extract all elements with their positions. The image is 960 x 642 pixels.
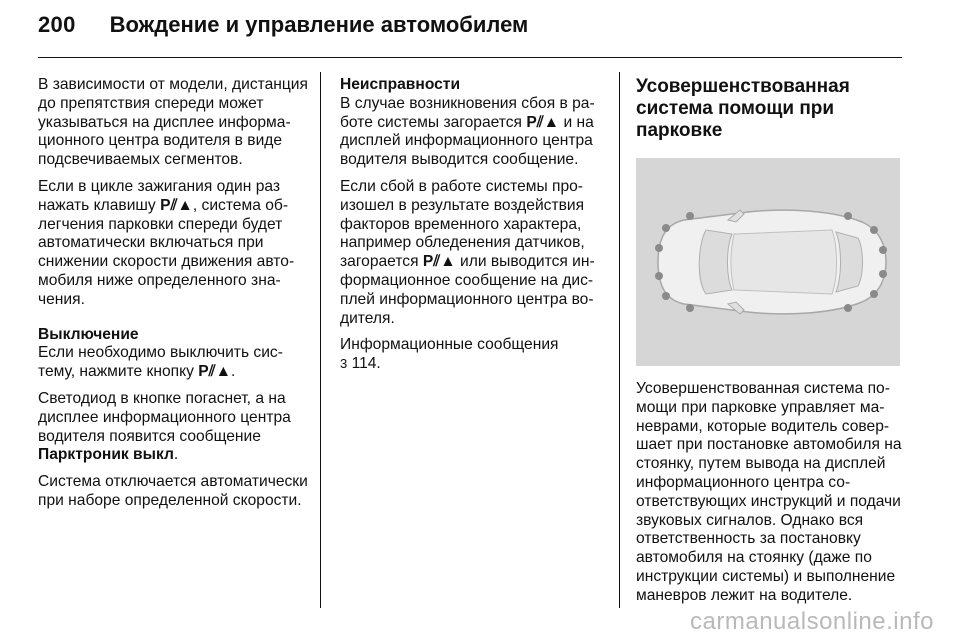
info-messages-reference: Информационные сообщения 3 114. xyxy=(340,336,559,373)
intro-paragraph: В зависимости от модели, дистанция до препятствия спереди может указываться на дисплее информационного центра водителя в виде подсвечиваемых сегментов. xyxy=(38,76,308,169)
message-text: Парктроник выкл xyxy=(38,446,174,464)
watermark: carmanualsonline.info xyxy=(690,608,934,635)
page-ref-arrow-icon: 3 xyxy=(340,356,348,372)
page-header xyxy=(38,12,528,42)
section-heading-faults: Неисправности xyxy=(340,76,461,93)
car-sensor-illustration xyxy=(636,158,900,366)
off-paragraph: Если необходимо выключить систему, нажмите кнопку P⫽▲. xyxy=(38,344,283,381)
column-3 xyxy=(636,76,904,614)
page-number: 200 xyxy=(38,12,76,37)
car-top-view-icon xyxy=(636,158,900,366)
advanced-park-assist-paragraph: Усовершенствованная система помощи при парковке управляет маневрами, которые водитель совершает при постановке автомобиля на стоянку, путем вывода на дисплей информационного центра соответствующих инструкций и подачи звуковых сигналов. Однако вся ответственность за постановку автомобиля на стоянку (даже по инструкции системы) и выполнение маневров лежит на водителе. xyxy=(636,380,902,604)
column-1 xyxy=(38,76,308,519)
park-assist-icon: P⫽▲ xyxy=(160,196,193,214)
activation-paragraph: Если в цикле зажигания один раз нажать клавишу P⫽▲, система облегчения парковки спереди будет автоматически включаться при снижении скорости движения автомобиля ниже определенного значения. xyxy=(38,177,295,308)
park-assist-icon: P⫽▲ xyxy=(198,363,232,381)
column-2 xyxy=(340,76,604,382)
section-heading-off: Выключение xyxy=(38,325,139,343)
park-assist-icon: P⫽▲ xyxy=(526,113,560,131)
temporary-fault-paragraph: Если сбой в работе системы произошел в результате воздействия факторов временного характера, например обледенения датчиков, загорается P⫽▲ или выводится информационное сообщение на дисплей информационного центра водителя. xyxy=(340,177,595,327)
led-paragraph: Светодиод в кнопке погаснет, а на дисплее информационного центра водителя появится сообщение Парктроник выкл. xyxy=(38,389,291,464)
park-assist-icon: P⫽▲ xyxy=(422,253,456,271)
auto-off-paragraph: Система отключается автоматически при наборе определенной скорости. xyxy=(38,473,308,509)
column-divider-1 xyxy=(320,72,321,608)
column-divider-2 xyxy=(619,72,620,608)
page-title: Вождение и управление автомобилем xyxy=(109,12,529,37)
header-rule xyxy=(38,57,902,58)
section-heading-advanced-park-assist: Усовершенствованная система помощи при парковке xyxy=(636,76,850,141)
fault-paragraph: В случае возникновения сбоя в работе системы загорается P⫽▲ и на дисплей информационного центра водителя выводится сообщение. xyxy=(340,94,595,169)
page-ref-link[interactable]: 114. xyxy=(347,355,381,373)
